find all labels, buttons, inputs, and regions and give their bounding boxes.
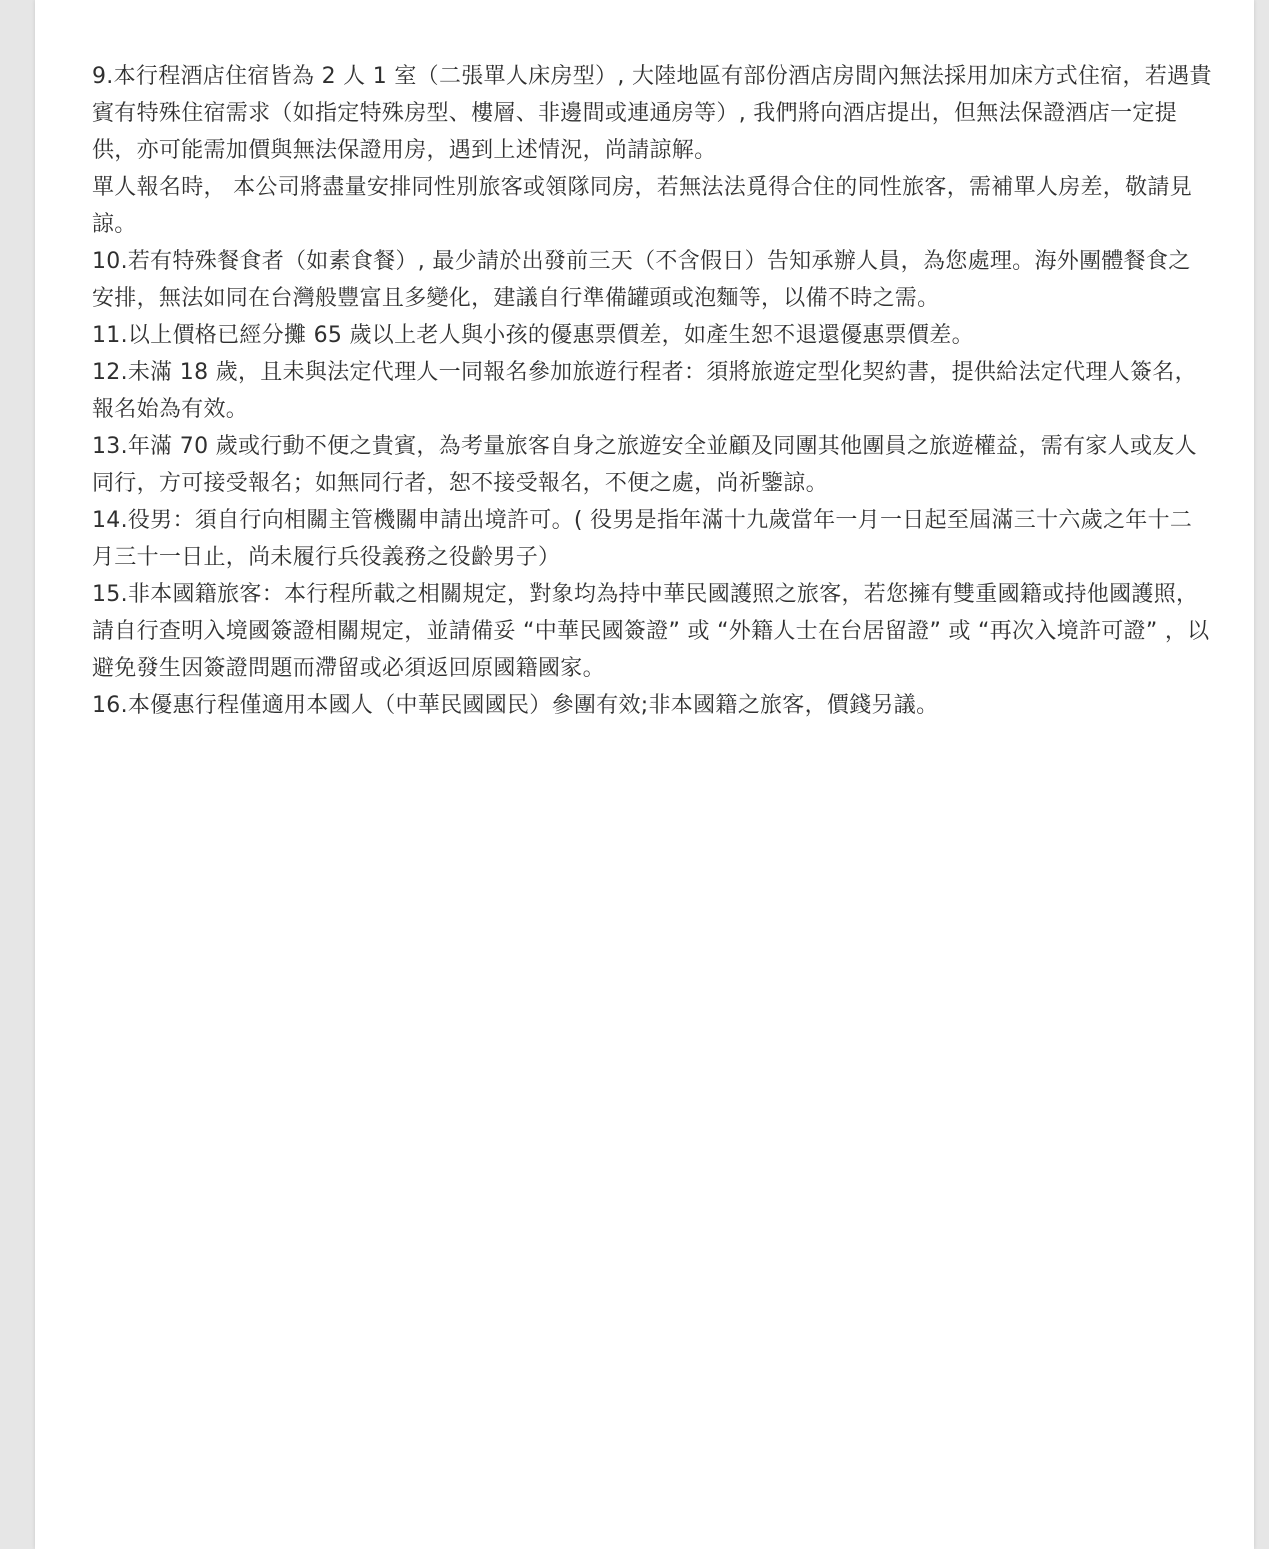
term-12-minors: 12.未滿 18 歲，且未與法定代理人一同報名參加旅遊行程者：須將旅遊定型化契約書，提供給法定代理人簽名，報名始為有效。	[92, 360, 1197, 422]
term-14-military-service: 14.役男：須自行向相關主管機關申請出境許可。( 役男是指年滿十九歲當年一月一日起至屆滿三十六歲之年十二月三十一日止，尚未履行兵役義務之役齡男子）	[92, 508, 1193, 570]
document-page	[35, 0, 1254, 1549]
term-11-price-discount: 11.以上價格已經分攤 65 歲以上老人與小孩的優惠票價差，如產生恕不退還優惠票價差。	[92, 323, 974, 348]
term-15-foreign-nationals: 15.非本國籍旅客：本行程所載之相關規定，對象均為持中華民國護照之旅客，若您擁有雙重國籍或持他國護照，請自行查明入境國簽證相關規定，並請備妥 “中華民國簽證” 或 “外籍人士在台居留證” 或 “再次入境許可證” ，以避免發生因簽證問題而滯留或必須返回原國籍國家。	[92, 582, 1210, 681]
term-9-accommodation: 9.本行程酒店住宿皆為 2 人 1 室（二張單人床房型）, 大陸地區有部份酒店房間內無法採用加床方式住宿，若遇貴賓有特殊住宿需求（如指定特殊房型、樓層、非邊間或連通房等）, 我們將向酒店提出，但無法保證酒店一定提供，亦可能需加價與無法保證用房，遇到上述情況，尚請諒解。	[92, 64, 1212, 163]
term-13-elderly: 13.年滿 70 歲或行動不便之貴賓，為考量旅客自身之旅遊安全並顧及同團其他團員之旅遊權益，需有家人或友人同行，方可接受報名；如無同行者，恕不接受報名，不便之處，尚祈鑒諒。	[92, 434, 1197, 496]
terms-text-block	[92, 58, 1212, 724]
term-10-special-meals: 10.若有特殊餐食者（如素食餐）, 最少請於出發前三天（不含假日）告知承辦人員，為您處理。海外團體餐食之安排，無法如同在台灣般豐富且多變化，建議自行準備罐頭或泡麵等，以備不時之需。	[92, 249, 1191, 311]
term-16-promotion: 16.本優惠行程僅適用本國人（中華民國國民）參團有效;非本國籍之旅客，價錢另議。	[92, 693, 939, 718]
term-single-registration: 單人報名時， 本公司將盡量安排同性別旅客或領隊同房，若無法法覓得合住的同性旅客，需補單人房差，敬請見諒。	[92, 175, 1192, 237]
